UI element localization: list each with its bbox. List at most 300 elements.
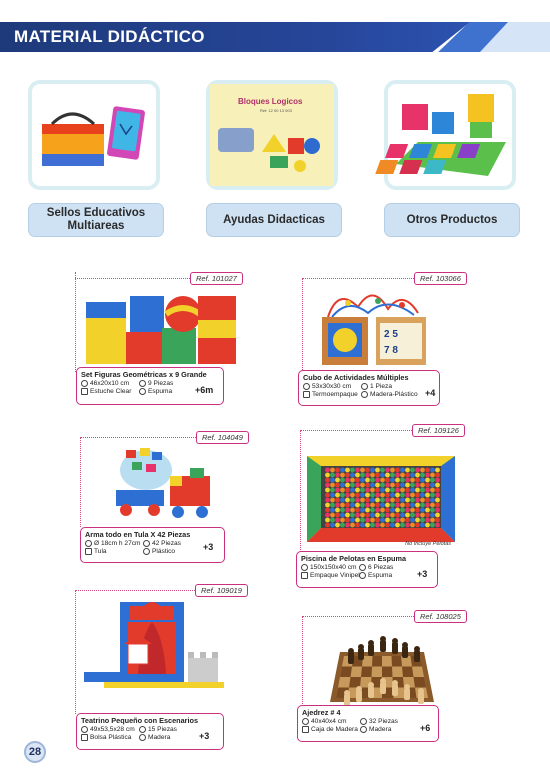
ball-decoration: [430, 523, 435, 528]
chess-piece-head: [344, 690, 350, 696]
ball-decoration: [360, 498, 365, 503]
ball-decoration: [435, 523, 440, 528]
ball-decoration: [425, 503, 430, 508]
ball-decoration: [340, 513, 345, 518]
ball-decoration: [395, 478, 400, 483]
ball-decoration: [430, 498, 435, 503]
ball-decoration: [435, 468, 440, 473]
ball-decoration: [410, 483, 415, 488]
category-button-otros[interactable]: Otros Productos: [384, 203, 520, 237]
ball-decoration: [350, 523, 355, 528]
ball-decoration: [385, 503, 390, 508]
ball-decoration: [420, 518, 425, 523]
ball-decoration: [335, 473, 340, 478]
ball-decoration: [360, 508, 365, 513]
ball-decoration: [345, 473, 350, 478]
product-pieces: 15 Piezas: [148, 726, 177, 733]
ball-decoration: [360, 488, 365, 493]
ball-decoration: [370, 483, 375, 488]
ball-decoration: [400, 503, 405, 508]
ball-decoration: [325, 478, 330, 483]
ball-decoration: [360, 503, 365, 508]
ball-decoration: [390, 473, 395, 478]
ball-decoration: [430, 468, 435, 473]
ball-decoration: [360, 483, 365, 488]
ball-decoration: [380, 473, 385, 478]
ball-decoration: [415, 468, 420, 473]
ball-decoration: [335, 513, 340, 518]
ball-decoration: [365, 493, 370, 498]
ball-decoration: [430, 518, 435, 523]
ball-decoration: [390, 513, 395, 518]
ball-decoration: [390, 498, 395, 503]
product-dimensions: Ø 18cm h 27cm: [94, 540, 141, 547]
ball-decoration: [365, 498, 370, 503]
ball-decoration: [335, 468, 340, 473]
ball-decoration: [435, 478, 440, 483]
ball-decoration: [385, 513, 390, 518]
ball-decoration: [370, 523, 375, 528]
ball-decoration: [365, 473, 370, 478]
ball-decoration: [395, 483, 400, 488]
ball-decoration: [340, 493, 345, 498]
product-age: +6m: [195, 385, 214, 395]
product-info: [297, 705, 439, 742]
ball-decoration: [345, 468, 350, 473]
ball-decoration: [400, 498, 405, 503]
ball-decoration: [380, 493, 385, 498]
ball-decoration: [395, 493, 400, 498]
product-age: +4: [425, 388, 436, 398]
ball-decoration: [375, 483, 380, 488]
pieces-icon: [361, 383, 368, 390]
ball-decoration: [325, 493, 330, 498]
category-button-ayudas[interactable]: Ayudas Didacticas: [206, 203, 342, 237]
image-caption-ref: Ref: 12 00 13 003: [260, 108, 292, 113]
chess-square: [392, 656, 403, 667]
product-package: Empaque Vinipel: [310, 572, 360, 579]
ball-decoration: [355, 493, 360, 498]
ball-decoration: [435, 493, 440, 498]
ball-decoration: [380, 523, 385, 528]
ball-decoration: [405, 483, 410, 488]
ball-decoration: [385, 523, 390, 528]
package-icon: [81, 388, 88, 395]
product-dimensions: 150x150x40 cm: [310, 564, 357, 571]
ball-decoration: [425, 508, 430, 513]
ball-decoration: [390, 523, 395, 528]
ball-decoration: [325, 498, 330, 503]
product-package: Tula: [94, 548, 107, 555]
ball-decoration: [415, 498, 420, 503]
ball-decoration: [345, 523, 350, 528]
product-package: Termoempaque: [312, 391, 358, 398]
ball-decoration: [435, 488, 440, 493]
product-image: [84, 598, 228, 692]
ball-decoration: [430, 483, 435, 488]
ball-decoration: [375, 473, 380, 478]
ball-decoration: [350, 488, 355, 493]
ball-decoration: [415, 503, 420, 508]
ball-decoration: [370, 503, 375, 508]
ball-decoration: [425, 478, 430, 483]
ball-decoration: [390, 468, 395, 473]
ball-decoration: [375, 508, 380, 513]
ball-decoration: [355, 523, 360, 528]
ball-decoration: [360, 473, 365, 478]
product-dimensions: 49x53,5x28 cm: [90, 726, 135, 733]
ball-decoration: [330, 478, 335, 483]
ball-decoration: [375, 513, 380, 518]
chess-piece-head: [392, 680, 398, 686]
ball-decoration: [330, 498, 335, 503]
ball-decoration: [335, 508, 340, 513]
ball-decoration: [345, 488, 350, 493]
ball-decoration: [400, 473, 405, 478]
ball-decoration: [420, 488, 425, 493]
chess-piece-head: [392, 638, 398, 644]
ball-decoration: [330, 503, 335, 508]
ball-decoration: [415, 478, 420, 483]
product-info: [76, 367, 224, 405]
page-title: MATERIAL DIDÁCTICO: [14, 27, 205, 46]
dotted-line: [75, 590, 76, 714]
ball-decoration: [365, 478, 370, 483]
product-pieces: 9 Piezas: [148, 380, 174, 387]
chess-square: [361, 667, 372, 678]
ball-decoration: [410, 473, 415, 478]
ball-decoration: [400, 518, 405, 523]
ball-decoration: [395, 473, 400, 478]
ball-decoration: [410, 478, 415, 483]
ball-decoration: [435, 518, 440, 523]
product-pieces: 1 Pieza: [370, 383, 392, 390]
ball-decoration: [405, 488, 410, 493]
ball-decoration: [340, 483, 345, 488]
product-package: Estuche Clear: [90, 388, 132, 395]
ball-decoration: [325, 468, 330, 473]
ball-decoration: [355, 483, 360, 488]
product-age: +3: [417, 569, 428, 579]
ball-decoration: [350, 478, 355, 483]
product-name: Teatrino Pequeño con Escenarios: [81, 716, 199, 725]
ball-decoration: [420, 523, 425, 528]
dotted-line: [75, 272, 76, 372]
ball-decoration: [410, 468, 415, 473]
ball-decoration: [375, 478, 380, 483]
product-info: [298, 370, 440, 406]
ball-decoration: [325, 518, 330, 523]
ball-decoration: [430, 513, 435, 518]
ball-decoration: [370, 478, 375, 483]
ball-decoration: [370, 513, 375, 518]
ball-decoration: [360, 518, 365, 523]
chess-piece-head: [404, 684, 410, 690]
package-icon: [81, 734, 88, 741]
product-age: +3: [199, 731, 210, 741]
dotted-line: [302, 278, 414, 279]
ball-decoration: [375, 523, 380, 528]
svg-text:2 5: 2 5: [384, 329, 398, 340]
product-age: +3: [203, 542, 214, 552]
product-pieces: 42 Piezas: [152, 540, 181, 547]
ball-decoration: [410, 518, 415, 523]
ball-decoration: [430, 473, 435, 478]
ball-decoration: [355, 498, 360, 503]
ball-decoration: [420, 468, 425, 473]
ball-decoration: [405, 513, 410, 518]
product-name: Ajedrez # 4: [302, 708, 341, 717]
product-info: [296, 551, 438, 588]
package-icon: [85, 548, 92, 555]
ball-decoration: [355, 468, 360, 473]
ball-decoration: [400, 468, 405, 473]
ball-decoration: [395, 513, 400, 518]
ball-decoration: [340, 523, 345, 528]
chess-piece-head: [348, 648, 354, 654]
ball-decoration: [425, 483, 430, 488]
ball-decoration: [340, 488, 345, 493]
dotted-line: [302, 616, 303, 706]
ball-decoration: [435, 473, 440, 478]
ball-decoration: [400, 523, 405, 528]
category-button-sellos[interactable]: Sellos Educativos Multiareas: [28, 203, 164, 237]
ball-decoration: [325, 483, 330, 488]
chess-piece-head: [380, 678, 386, 684]
product-info: [76, 713, 224, 750]
ball-decoration: [330, 508, 335, 513]
product-material: Plástico: [152, 548, 176, 555]
ball-decoration: [375, 468, 380, 473]
ball-decoration: [340, 478, 345, 483]
ball-decoration: [365, 483, 370, 488]
ball-decoration: [410, 503, 415, 508]
ball-decoration: [425, 488, 430, 493]
product-material: Espuma: [368, 572, 393, 579]
ruler-icon: [85, 540, 92, 547]
ball-decoration: [400, 508, 405, 513]
ball-decoration: [435, 503, 440, 508]
ball-decoration: [355, 503, 360, 508]
ball-decoration: [325, 513, 330, 518]
ball-decoration: [345, 503, 350, 508]
ball-decoration: [430, 508, 435, 513]
ruler-icon: [81, 380, 88, 387]
ball-decoration: [325, 473, 330, 478]
ball-decoration: [335, 523, 340, 528]
category-image-otros: [384, 80, 516, 190]
material-icon: [139, 734, 146, 741]
ball-decoration: [365, 468, 370, 473]
ball-decoration: [405, 493, 410, 498]
ball-decoration: [395, 503, 400, 508]
product-name: Arma todo en Tula X 42 Piezas: [85, 530, 191, 539]
ball-decoration: [435, 483, 440, 488]
ball-decoration: [395, 518, 400, 523]
page-number: 28: [24, 741, 46, 763]
ball-decoration: [335, 498, 340, 503]
ball-decoration: [380, 518, 385, 523]
product-name: Set Figuras Geométricas x 9 Grande: [81, 370, 207, 379]
pieces-icon: [143, 540, 150, 547]
ball-decoration: [330, 468, 335, 473]
ruler-icon: [81, 726, 88, 733]
section-header: [0, 22, 550, 52]
product-dimensions: 53x30x30 cm: [312, 383, 352, 390]
ball-decoration: [375, 488, 380, 493]
chess-piece-head: [356, 686, 362, 692]
ball-decoration: [390, 518, 395, 523]
ball-decoration: [325, 523, 330, 528]
ball-decoration: [385, 498, 390, 503]
ball-decoration: [350, 503, 355, 508]
ball-decoration: [420, 508, 425, 513]
ball-decoration: [355, 473, 360, 478]
ball-decoration: [380, 513, 385, 518]
dotted-line: [80, 437, 196, 438]
ball-decoration: [370, 468, 375, 473]
ball-decoration: [325, 508, 330, 513]
ball-decoration: [330, 493, 335, 498]
product-package: Caja de Madera: [311, 726, 358, 733]
ball-decoration: [330, 523, 335, 528]
ball-decoration: [435, 498, 440, 503]
ball-decoration: [340, 503, 345, 508]
ball-decoration: [360, 468, 365, 473]
ball-decoration: [385, 473, 390, 478]
product-material: Madera: [148, 734, 171, 741]
ball-decoration: [425, 473, 430, 478]
product-pieces: 32 Piezas: [369, 718, 398, 725]
ball-decoration: [415, 483, 420, 488]
ball-decoration: [365, 523, 370, 528]
ball-decoration: [380, 498, 385, 503]
ball-decoration: [340, 468, 345, 473]
ball-decoration: [390, 483, 395, 488]
ball-decoration: [335, 483, 340, 488]
ball-decoration: [360, 523, 365, 528]
dotted-line: [75, 278, 190, 279]
svg-text:7 8: 7 8: [384, 345, 398, 356]
ball-decoration: [410, 523, 415, 528]
pieces-icon: [359, 564, 366, 571]
ball-decoration: [420, 473, 425, 478]
material-icon: [360, 726, 367, 733]
chess-piece-head: [368, 640, 374, 646]
material-icon: [361, 391, 368, 398]
chess-square: [382, 667, 393, 678]
ball-decoration: [405, 473, 410, 478]
product-age: +6: [420, 723, 431, 733]
product-ref: Ref. 108025: [414, 610, 467, 623]
product-dimensions: 40x40x4 cm: [311, 718, 347, 725]
ball-decoration: [365, 488, 370, 493]
ball-decoration: [425, 498, 430, 503]
dotted-line: [302, 616, 414, 617]
ball-decoration: [380, 468, 385, 473]
ball-decoration: [345, 478, 350, 483]
ball-decoration: [355, 513, 360, 518]
ball-decoration: [420, 513, 425, 518]
material-icon: [143, 548, 150, 555]
ball-decoration: [400, 478, 405, 483]
ball-decoration: [375, 518, 380, 523]
ball-decoration: [390, 488, 395, 493]
chess-piece-head: [380, 636, 386, 642]
product-note: No Incluye Pelotas: [405, 541, 451, 547]
ball-decoration: [405, 523, 410, 528]
ball-decoration: [355, 478, 360, 483]
ball-decoration: [415, 513, 420, 518]
product-info: [80, 527, 225, 563]
dotted-line: [80, 437, 81, 527]
ball-decoration: [360, 513, 365, 518]
product-dimensions: 46x20x10 cm: [90, 380, 130, 387]
ball-decoration: [390, 493, 395, 498]
ball-decoration: [350, 508, 355, 513]
product-ref: Ref. 103066: [414, 272, 467, 285]
product-image: [318, 287, 430, 367]
ball-decoration: [425, 518, 430, 523]
ball-decoration: [350, 493, 355, 498]
ball-decoration: [385, 488, 390, 493]
product-name: Cubo de Actividades Múltiples: [303, 373, 409, 382]
ball-decoration: [410, 513, 415, 518]
ball-decoration: [390, 508, 395, 513]
chess-piece-head: [418, 688, 424, 694]
pieces-icon: [139, 726, 146, 733]
ball-decoration: [380, 483, 385, 488]
package-icon: [301, 572, 308, 579]
ball-decoration: [400, 493, 405, 498]
ball-decoration: [370, 518, 375, 523]
ball-decoration: [385, 518, 390, 523]
ball-decoration: [335, 518, 340, 523]
ball-decoration: [380, 508, 385, 513]
ball-decoration: [375, 498, 380, 503]
ball-decoration: [405, 518, 410, 523]
ball-decoration: [330, 483, 335, 488]
ball-decoration: [395, 468, 400, 473]
ball-decoration: [330, 513, 335, 518]
ball-decoration: [430, 488, 435, 493]
ball-decoration: [355, 518, 360, 523]
ball-decoration: [430, 503, 435, 508]
ball-decoration: [390, 503, 395, 508]
ball-decoration: [335, 488, 340, 493]
ruler-icon: [302, 718, 309, 725]
ball-decoration: [370, 493, 375, 498]
ball-decoration: [425, 468, 430, 473]
chess-square: [340, 667, 352, 678]
ball-decoration: [370, 488, 375, 493]
ball-decoration: [345, 483, 350, 488]
ball-decoration: [365, 513, 370, 518]
product-material: Espuma: [148, 388, 173, 395]
ball-decoration: [345, 518, 350, 523]
ball-decoration: [370, 498, 375, 503]
dotted-line: [302, 278, 303, 370]
chess-square: [372, 656, 382, 667]
ball-decoration: [425, 523, 430, 528]
ball-decoration: [410, 488, 415, 493]
ball-decoration: [350, 468, 355, 473]
product-material: Madera-Plástico: [370, 391, 418, 398]
ball-decoration: [335, 478, 340, 483]
material-icon: [139, 388, 146, 395]
ball-decoration: [385, 468, 390, 473]
ball-decoration: [375, 493, 380, 498]
